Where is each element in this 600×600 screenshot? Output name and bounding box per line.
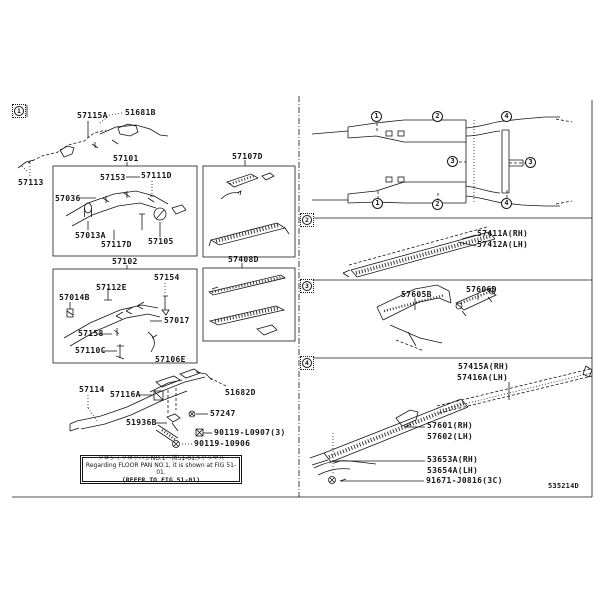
part-label-57014b: 57014B: [59, 293, 90, 302]
part-label-57101: 57101: [113, 154, 139, 163]
part-label-51936b: 51936B: [126, 418, 157, 427]
part-label-57017: 57017: [164, 316, 190, 325]
part-label-57013a: 57013A: [75, 231, 106, 240]
page-code: 535214D: [548, 482, 579, 490]
section-marker-1: [12, 104, 26, 118]
divider-lines: [12, 96, 592, 497]
part-label-57411a-rh: 57411A(RH): [477, 229, 529, 238]
part-label-57114: 57114: [79, 385, 105, 394]
part-label-53653a-rh: 53653A(RH): [427, 455, 479, 464]
frame-callout-1-bottom: 1: [372, 198, 383, 209]
part-label-57105: 57105: [148, 237, 174, 246]
section-marker-3-number: 3: [302, 281, 312, 291]
frame-callout-2-bottom: 2: [432, 199, 443, 210]
part-label-57602-lh: 57602(LH): [427, 432, 474, 441]
note-line-english: Regarding FLOOR PAN NO.1, it is shown at FIG 51-01.: [85, 462, 237, 476]
frame-callout-3-right: 3: [525, 157, 536, 168]
part-label-57247: 57247: [210, 409, 236, 418]
sketch-57605-crossmember: [377, 285, 496, 351]
note-box: [80, 455, 242, 484]
part-label-57601-rh: 57601(RH): [427, 421, 474, 430]
note-line-refer: (REFER TO FIG 51-01): [121, 476, 201, 484]
section-marker-1-number: 1: [14, 106, 24, 116]
part-label-51681b: 51681B: [125, 108, 156, 117]
sketch-front-floor-assembly: [18, 113, 168, 176]
frame-callout-2-top: 2: [432, 111, 443, 122]
part-label-57154: 57154: [154, 273, 180, 282]
sketch-57411-rocker-rail: [343, 227, 495, 277]
part-label-90119-l0907: 90119-L0907(3): [214, 428, 286, 437]
part-label-57110c: 57110C: [75, 346, 106, 355]
part-label-57415a-rh: 57415A(RH): [458, 362, 510, 371]
part-label-91671-j0816: 91671-J0816(3C): [426, 476, 503, 485]
part-label-53654a-lh: 53654A(LH): [427, 466, 479, 475]
part-label-57158: 57158: [78, 329, 104, 338]
part-label-57416a-lh: 57416A(LH): [457, 373, 509, 382]
section-marker-3: [300, 279, 314, 293]
sketch-box-57107d: [209, 160, 289, 246]
sketch-box-57408d: [209, 263, 285, 335]
frame-callout-4-top: 4: [501, 111, 512, 122]
note-line-japanese: フロントフロアパンNO.1ハ図51-01ニアリマス: [97, 455, 225, 462]
frame-callout-3-left: 3: [447, 156, 458, 167]
part-label-90119-10906: 90119-10906: [194, 439, 251, 448]
sketch-front-side-member: [70, 369, 226, 448]
part-label-51682d: 51682D: [225, 388, 256, 397]
part-label-57605b: 57605B: [401, 290, 432, 299]
part-label-57412a-lh: 57412A(LH): [477, 240, 529, 249]
section-marker-4-number: 4: [302, 358, 312, 368]
part-label-57107d: 57107D: [232, 152, 263, 161]
part-label-57106e: 57106E: [155, 355, 186, 364]
frame-callout-4-bottom: 4: [501, 198, 512, 209]
section-marker-2: [300, 213, 314, 227]
part-label-57112e: 57112E: [96, 283, 127, 292]
part-label-57116a: 57116A: [110, 390, 141, 399]
part-label-57408d: 57408D: [228, 255, 259, 264]
note-box-inner: [82, 457, 240, 482]
part-label-57115a: 57115A: [77, 111, 108, 120]
part-label-57036: 57036: [55, 194, 81, 203]
part-label-57111d: 57111D: [141, 171, 172, 180]
part-label-57153: 57153: [100, 173, 126, 182]
part-label-57102: 57102: [112, 257, 138, 266]
part-label-57113: 57113: [18, 178, 44, 187]
section-marker-2-number: 2: [302, 215, 312, 225]
part-label-57117d: 57117D: [101, 240, 132, 249]
part-label-57606d: 57606D: [466, 285, 497, 294]
frame-callout-1-top: 1: [371, 111, 382, 122]
section-marker-4: [300, 356, 314, 370]
